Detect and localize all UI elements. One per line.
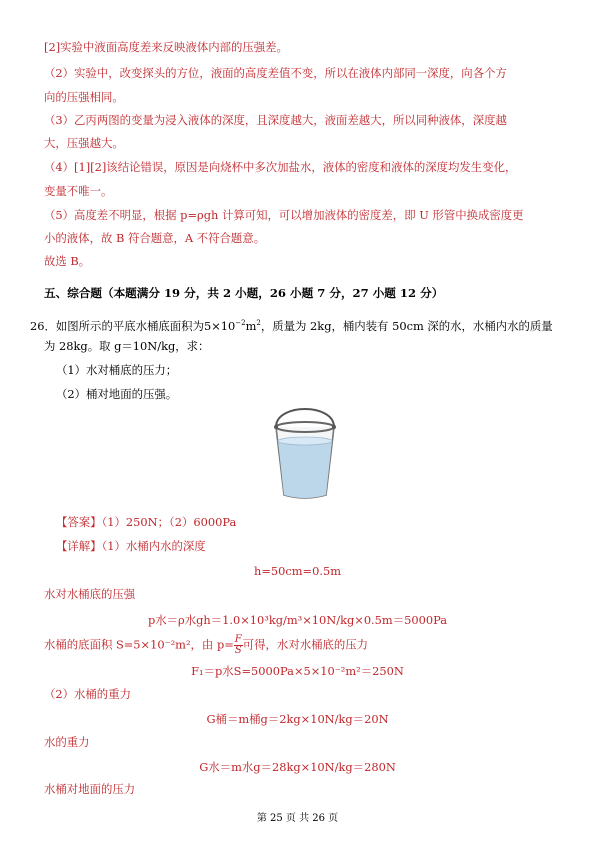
detail-eq-force: F₁＝p水S=5000Pa×5×10⁻²m²＝250N <box>191 664 404 678</box>
detail-line-5: 水的重力 <box>44 735 90 749</box>
explanation-line-5: 大，压强越大。 <box>44 136 124 150</box>
question-26-line-1: 26．如图所示的平底水桶底面积为$5\times 10^{-2}m^2$，质量为 2kg，桶内装有 50cm 深的水，水桶内水的质量 <box>30 319 553 333</box>
question-26-sub-1: （1）水对桶底的压力； <box>56 363 178 377</box>
question-26-line-2: 为 28kg。取 g＝10N/kg，求： <box>44 339 210 353</box>
explanation-line-1: [2]实验中液面高度差来反映液体内部的压强差。 <box>44 40 288 54</box>
question-26-sub-2: （2）桶对地面的压强。 <box>56 387 178 401</box>
explanation-line-4: （3）乙丙两图的变量为浸入液体的深度，且深度越大，液面差越大，所以同种液体，深度越 <box>44 113 507 127</box>
detail-line-2: 水对水桶底的压强 <box>44 587 136 601</box>
section-heading: 五、综合题（本题满分 19 分，共 2 小题，26 小题 7 分，27 小题 12 分） <box>44 286 444 300</box>
explanation-line-6: （4）[1][2]该结论错误，原因是向烧杯中多次加盐水，液体的密度和液体的深度均发生变化， <box>44 160 517 174</box>
detail-eq-pressure: p水＝ρ水gh＝1.0×10³kg/m³×10N/kg×0.5m＝5000Pa <box>147 613 448 627</box>
explanation-line-3: 向的压强相同。 <box>44 90 124 104</box>
detail-line-3: 水桶的底面积 S=5×10⁻²m²，由 p= $\frac{F}{S}$ 可得，水对水桶底的压力 <box>44 634 369 656</box>
detail-line-4: （2）水桶的重力 <box>44 687 131 701</box>
explanation-line-2: （2）实验中，改变探头的方位，液面的高度差值不变，所以在液体内部同一深度，向各个方 <box>44 66 507 80</box>
answer-line: 【答案】（1）250N；（2）6000Pa <box>56 515 237 529</box>
detail-eq-bucket-weight: G桶＝m桶g＝2kg×10N/kg＝20N <box>206 712 389 726</box>
bucket-illustration <box>268 405 342 503</box>
explanation-line-9: 小的液体，故 B 符合题意，A 不符合题意。 <box>44 231 266 245</box>
explanation-line-8: （5）高度差不明显，根据 p=ρgh 计算可知，可以增加液体的密度差，即 U 形管中换成密度更 <box>44 208 524 222</box>
detail-line-6: 水桶对地面的压力 <box>44 782 136 796</box>
explanation-line-10: 故选 B。 <box>44 254 91 268</box>
detail-eq-depth: h=50cm=0.5m <box>253 564 341 578</box>
explanation-line-7: 变量不唯一。 <box>44 184 113 198</box>
page-footer: 第 25 页 共 26 页 <box>256 813 339 824</box>
fraction-f-over-s: $\frac{F}{S}$ <box>234 634 242 656</box>
detail-line-1: 【详解】（1）水桶内水的深度 <box>56 539 206 553</box>
detail-eq-water-weight: G水＝m水g＝28kg×10N/kg＝280N <box>199 760 396 774</box>
